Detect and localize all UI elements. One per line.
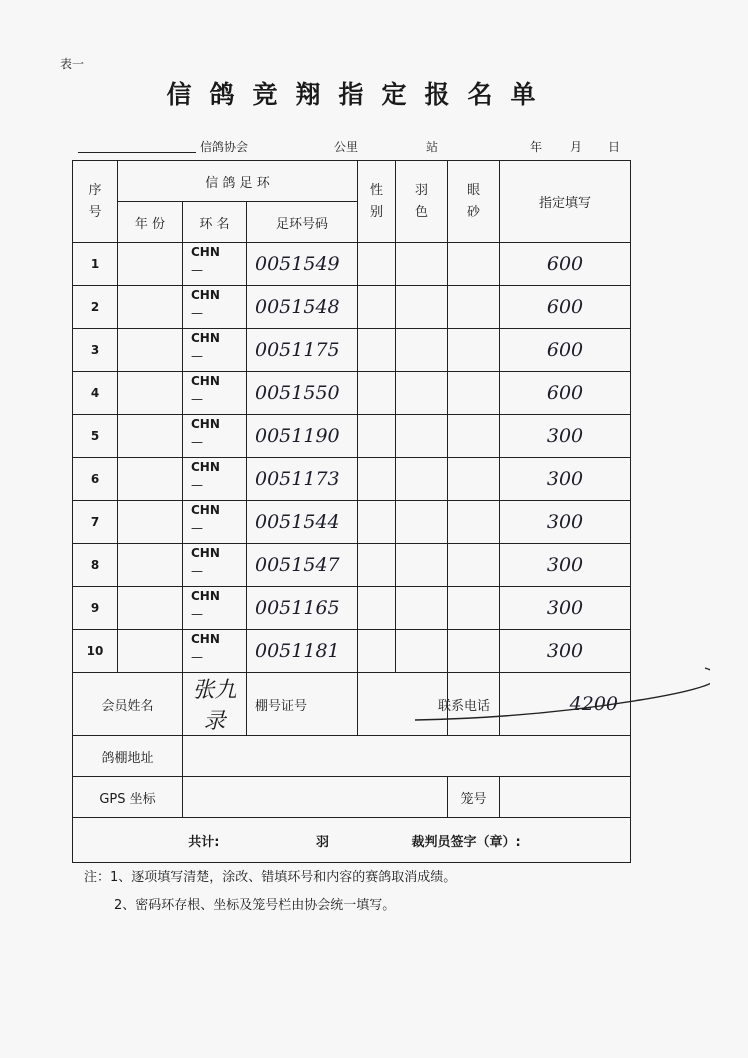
sex-cell[interactable] bbox=[358, 415, 396, 458]
eye-cell[interactable] bbox=[448, 372, 500, 415]
loft-address-label: 鸽棚地址 bbox=[73, 736, 183, 777]
ring-number[interactable]: 0051173 bbox=[247, 458, 358, 501]
total-row bbox=[73, 818, 631, 863]
station-label: 站 bbox=[426, 140, 439, 154]
table-row bbox=[73, 415, 631, 458]
gps-label: GPS 坐标 bbox=[73, 777, 183, 818]
ring-prefix: CHN bbox=[191, 503, 220, 517]
designated-value[interactable]: 600 bbox=[500, 372, 631, 415]
row-seq: 9 bbox=[73, 587, 118, 630]
sex-cell[interactable] bbox=[358, 544, 396, 587]
ring-prefix: CHN bbox=[191, 546, 220, 560]
ring-prefix: CHN bbox=[191, 331, 220, 345]
month-label: 月 bbox=[570, 140, 583, 154]
feather-cell[interactable] bbox=[396, 286, 448, 329]
ring-number[interactable]: 0051547 bbox=[247, 544, 358, 587]
eye-cell[interactable] bbox=[448, 587, 500, 630]
ring-dash: — bbox=[191, 478, 203, 492]
year-cell[interactable] bbox=[118, 630, 183, 673]
ring-name-cell bbox=[183, 501, 247, 544]
referee-signature-label: 裁判员签字（章）: bbox=[411, 834, 521, 850]
feather-cell[interactable] bbox=[396, 415, 448, 458]
ring-name-cell bbox=[183, 630, 247, 673]
day-label: 日 bbox=[608, 140, 621, 154]
designated-header: 指定填写 bbox=[500, 161, 631, 243]
row-seq: 6 bbox=[73, 458, 118, 501]
table-row bbox=[73, 329, 631, 372]
eye-cell[interactable] bbox=[448, 458, 500, 501]
sex-header: 性别 bbox=[358, 161, 396, 243]
table-row bbox=[73, 458, 631, 501]
ring-name-cell bbox=[183, 329, 247, 372]
year-cell[interactable] bbox=[118, 544, 183, 587]
ring-name-cell bbox=[183, 587, 247, 630]
ring-number[interactable]: 0051190 bbox=[247, 415, 358, 458]
table-row bbox=[73, 587, 631, 630]
ring-number-header: 足环号码 bbox=[247, 202, 358, 243]
feather-cell[interactable] bbox=[396, 501, 448, 544]
eye-cell[interactable] bbox=[448, 286, 500, 329]
ring-name-cell bbox=[183, 243, 247, 286]
ring-dash: — bbox=[191, 564, 203, 578]
km-label: 公里 bbox=[334, 140, 359, 154]
ring-number[interactable]: 0051549 bbox=[247, 243, 358, 286]
designated-value[interactable]: 300 bbox=[500, 501, 631, 544]
designated-value[interactable]: 600 bbox=[500, 243, 631, 286]
ring-name-cell bbox=[183, 286, 247, 329]
eye-cell[interactable] bbox=[448, 544, 500, 587]
ring-dash: — bbox=[191, 263, 203, 277]
year-cell[interactable] bbox=[118, 587, 183, 630]
sex-cell[interactable] bbox=[358, 501, 396, 544]
loft-cert-label: 棚号证号 bbox=[247, 673, 358, 736]
row-seq: 2 bbox=[73, 286, 118, 329]
association-label: 信鸽协会 bbox=[200, 140, 249, 154]
sex-cell[interactable] bbox=[358, 630, 396, 673]
cage-value[interactable] bbox=[500, 777, 631, 818]
ring-dash: — bbox=[191, 392, 203, 406]
year-header: 年 份 bbox=[118, 202, 183, 243]
year-cell[interactable] bbox=[118, 501, 183, 544]
year-cell[interactable] bbox=[118, 243, 183, 286]
ring-dash: — bbox=[191, 650, 203, 664]
designated-value[interactable]: 600 bbox=[500, 329, 631, 372]
total-label: 共计: bbox=[188, 834, 220, 850]
year-cell[interactable] bbox=[118, 458, 183, 501]
sex-cell[interactable] bbox=[358, 372, 396, 415]
feather-cell[interactable] bbox=[396, 372, 448, 415]
note-1: 注：1、逐项填写清楚，涂改、错填环号和内容的赛鸽取消成绩。 bbox=[84, 870, 457, 885]
feather-cell[interactable] bbox=[396, 329, 448, 372]
eye-cell[interactable] bbox=[448, 243, 500, 286]
phone-value[interactable]: 4200 bbox=[500, 673, 631, 736]
ring-name-cell bbox=[183, 415, 247, 458]
ring-number[interactable]: 0051544 bbox=[247, 501, 358, 544]
year-cell[interactable] bbox=[118, 329, 183, 372]
row-seq: 7 bbox=[73, 501, 118, 544]
pen-stroke bbox=[410, 660, 710, 730]
sex-cell[interactable] bbox=[358, 243, 396, 286]
feather-color-header: 羽色 bbox=[396, 161, 448, 243]
feather-unit: 羽 bbox=[316, 834, 330, 850]
designated-value[interactable]: 300 bbox=[500, 458, 631, 501]
ring-number[interactable]: 0051548 bbox=[247, 286, 358, 329]
registration-table bbox=[72, 160, 631, 863]
ring-number[interactable]: 0051165 bbox=[247, 587, 358, 630]
year-cell[interactable] bbox=[118, 415, 183, 458]
ring-dash: — bbox=[191, 521, 203, 535]
row-seq: 8 bbox=[73, 544, 118, 587]
ring-prefix: CHN bbox=[191, 632, 220, 646]
seq-header: 序号 bbox=[73, 161, 118, 243]
eye-cell[interactable] bbox=[448, 329, 500, 372]
note-2: 2、密码环存根、坐标及笼号栏由协会统一填写。 bbox=[114, 898, 396, 913]
cage-label: 笼号 bbox=[448, 777, 500, 818]
loft-address-value[interactable] bbox=[183, 736, 631, 777]
association-blank-line bbox=[78, 152, 196, 153]
designated-value[interactable]: 300 bbox=[500, 587, 631, 630]
designated-value[interactable]: 300 bbox=[500, 415, 631, 458]
designated-value[interactable]: 300 bbox=[500, 630, 631, 673]
table-row bbox=[73, 544, 631, 587]
sex-cell[interactable] bbox=[358, 329, 396, 372]
ring-name-cell bbox=[183, 544, 247, 587]
sex-cell[interactable] bbox=[358, 587, 396, 630]
form-title: 信鸽竞翔指定报名单 bbox=[166, 80, 554, 109]
eye-cell[interactable] bbox=[448, 415, 500, 458]
ring-prefix: CHN bbox=[191, 589, 220, 603]
ring-dash: — bbox=[191, 349, 203, 363]
table-row bbox=[73, 286, 631, 329]
feather-cell[interactable] bbox=[396, 243, 448, 286]
year-cell[interactable] bbox=[118, 372, 183, 415]
ring-dash: — bbox=[191, 306, 203, 320]
ring-prefix: CHN bbox=[191, 460, 220, 474]
ring-dash: — bbox=[191, 607, 203, 621]
ring-number[interactable]: 0051550 bbox=[247, 372, 358, 415]
ring-number[interactable]: 0051181 bbox=[247, 630, 358, 673]
feather-cell[interactable] bbox=[396, 458, 448, 501]
gps-value[interactable] bbox=[183, 777, 448, 818]
row-seq: 10 bbox=[73, 630, 118, 673]
ring-dash: — bbox=[191, 435, 203, 449]
row-seq: 5 bbox=[73, 415, 118, 458]
ring-name-cell bbox=[183, 458, 247, 501]
row-seq: 3 bbox=[73, 329, 118, 372]
table-row bbox=[73, 501, 631, 544]
member-name-label: 会员姓名 bbox=[73, 673, 183, 736]
ring-prefix: CHN bbox=[191, 374, 220, 388]
feather-cell[interactable] bbox=[396, 544, 448, 587]
sex-cell[interactable] bbox=[358, 458, 396, 501]
ring-prefix: CHN bbox=[191, 417, 220, 431]
ring-group-header: 信 鸽 足 环 bbox=[118, 161, 358, 202]
year-cell[interactable] bbox=[118, 286, 183, 329]
ring-prefix: CHN bbox=[191, 245, 220, 259]
designated-value[interactable]: 600 bbox=[500, 286, 631, 329]
ring-name-cell bbox=[183, 372, 247, 415]
table-row bbox=[73, 372, 631, 415]
row-seq: 4 bbox=[73, 372, 118, 415]
table-row bbox=[73, 243, 631, 286]
ring-prefix: CHN bbox=[191, 288, 220, 302]
ring-number[interactable]: 0051175 bbox=[247, 329, 358, 372]
year-label: 年 bbox=[530, 140, 543, 154]
eye-header: 眼砂 bbox=[448, 161, 500, 243]
feather-cell[interactable] bbox=[396, 587, 448, 630]
ring-name-header: 环 名 bbox=[183, 202, 247, 243]
designated-value[interactable]: 300 bbox=[500, 544, 631, 587]
form-number: 表一 bbox=[60, 57, 85, 71]
sex-cell[interactable] bbox=[358, 286, 396, 329]
phone-label-cell: 联系电话 bbox=[448, 673, 500, 736]
row-seq: 1 bbox=[73, 243, 118, 286]
eye-cell[interactable] bbox=[448, 501, 500, 544]
member-name-value[interactable]: 张九录 bbox=[183, 673, 247, 736]
